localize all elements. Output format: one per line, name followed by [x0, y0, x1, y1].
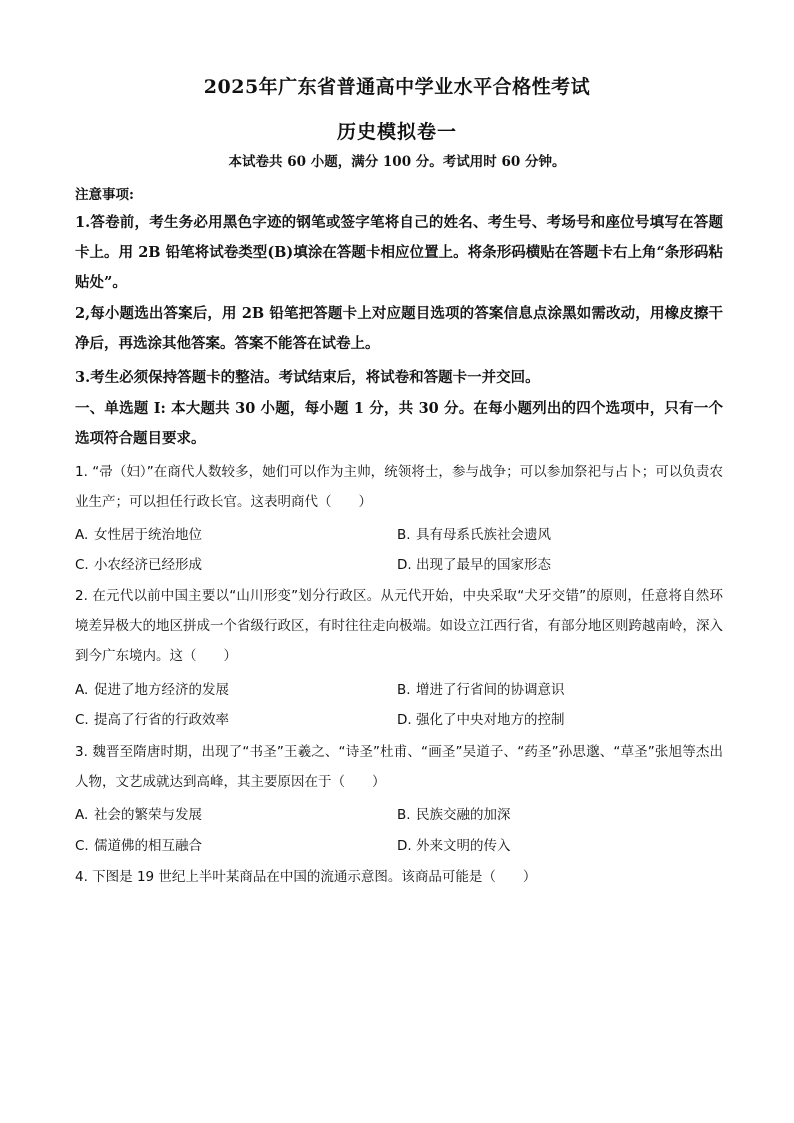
- question-1-option-d[interactable]: D. 出现了最早的国家形态: [397, 557, 551, 573]
- question-2-option-c[interactable]: C. 提高了行省的行政效率: [75, 712, 229, 728]
- question-3-option-d[interactable]: D. 外来文明的传入: [397, 838, 511, 854]
- question-1-option-b[interactable]: B. 具有母系氏族社会遗风: [397, 527, 551, 543]
- note-item-2: 2,每小题选出答案后，用 2B 铅笔把答题卡上对应题目选项的答案信息点涂黑如需改动，用橡皮擦干净后，再选涂其他答案。答案不能答在试卷上。: [75, 305, 723, 352]
- note-item-1: 1.答卷前，考生务必用黑色字迹的钢笔或签字笔将自己的姓名、考生号、考场号和座位号填写在答题卡上。用 2B 铅笔将试卷类型(B)填涂在答题卡相应位置上。将条形码横贴在答题卡右上角“条形码粘贴处”。: [75, 214, 723, 291]
- question-1-option-c[interactable]: C. 小农经济已经形成: [75, 557, 202, 573]
- question-2-option-b[interactable]: B. 增进了行省间的协调意识: [397, 682, 565, 698]
- exam-title: 2025年广东省普通高中学业水平合格性考试: [203, 76, 591, 98]
- question-1-option-a[interactable]: A. 女性居于统治地位: [75, 527, 202, 543]
- question-3-option-c[interactable]: C. 儒道佛的相互融合: [75, 838, 202, 854]
- question-2-option-a[interactable]: A. 促进了地方经济的发展: [75, 682, 229, 698]
- question-2-stem: 2. 在元代以前中国主要以“山川形变”划分行政区。从元代开始，中央采取“犬牙交错”的原则，任意将自然环境差异极大的地区拼成一个省级行政区，有时往往走向极端。如设立江西行省，有部分地区则跨越南岭，深入到今广东境内。这（ ）: [75, 588, 723, 664]
- question-3-option-a[interactable]: A. 社会的繁荣与发展: [75, 807, 202, 823]
- question-3-option-b[interactable]: B. 民族交融的加深: [397, 807, 511, 823]
- note-item-3: 3.考生必须保持答题卡的整洁。考试结束后，将试卷和答题卡一并交回。: [75, 369, 540, 386]
- question-3-stem: 3. 魏晋至隋唐时期，出现了“书圣”王羲之、“诗圣”杜甫、“画圣”吴道子、“药圣”孙思邈、“草圣”张旭等杰出人物，文艺成就达到高峰，其主要原因在于（ ）: [75, 744, 723, 790]
- exam-paper-name: 历史模拟卷一: [336, 121, 457, 143]
- question-4-stem: 4. 下图是 19 世纪上半叶某商品在中国的流通示意图。该商品可能是（ ）: [75, 869, 537, 885]
- notes-heading: 注意事项:: [75, 187, 134, 203]
- exam-info: 本试卷共 60 小题，满分 100 分。考试用时 60 分钟。: [228, 154, 566, 170]
- section-heading: 一、单选题 I: 本大题共 30 小题，每小题 1 分，共 30 分。在每小题列出的四个选项中，只有一个选项符合题目要求。: [75, 400, 723, 447]
- question-1-stem: 1. “帚（妇）”在商代人数较多，她们可以作为主帅，统领将士，参与战争；可以参加祭祀与占卜；可以负责农业生产；可以担任行政长官。这表明商代（ ）: [75, 464, 723, 510]
- question-2-option-d[interactable]: D. 强化了中央对地方的控制: [397, 712, 565, 728]
